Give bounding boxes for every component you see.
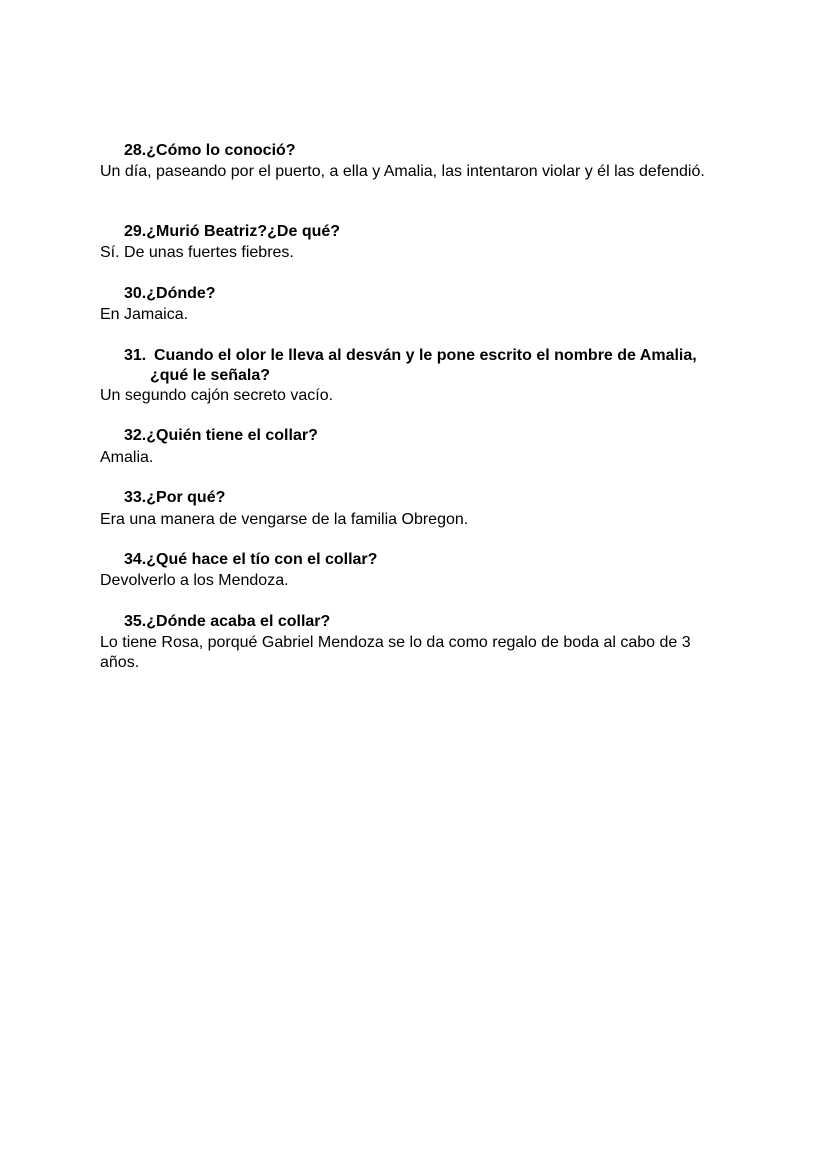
question-number: 33.	[124, 489, 147, 506]
question-text: ¿Quién tiene el collar?	[146, 427, 318, 444]
answer-35: Lo tiene Rosa, porqué Gabriel Mendoza se lo da como regalo de boda al cabo de 3 años.	[100, 634, 691, 671]
question-number: 28.	[124, 142, 147, 159]
question-text-line2: ¿qué le señala?	[150, 367, 271, 384]
question-text: ¿Dónde acaba el collar?	[146, 613, 331, 630]
question-number: 30.	[124, 285, 147, 302]
question-text: ¿Cómo lo conoció?	[146, 142, 296, 159]
question-number: 31.	[124, 347, 147, 364]
question-text: ¿Por qué?	[146, 489, 226, 506]
answer-34: Devolverlo a los Mendoza.	[100, 572, 289, 589]
answer-28: Un día, paseando por el puerto, a ella y Amalia, las intentaron violar y él las defendió.	[100, 163, 705, 180]
question-33	[124, 488, 744, 508]
question-30	[124, 284, 744, 304]
question-text: ¿Murió Beatriz?¿De qué?	[146, 223, 341, 240]
question-text: ¿Dónde?	[146, 285, 216, 302]
question-32	[124, 426, 744, 446]
question-text-line1: Cuando el olor le lleva al desván y le pone escrito el nombre de Amalia,	[154, 347, 697, 364]
question-31	[124, 346, 744, 386]
question-35	[124, 612, 744, 632]
answer-30: En Jamaica.	[100, 306, 189, 323]
answer-31: Un segundo cajón secreto vacío.	[100, 387, 334, 404]
question-number: 34.	[124, 551, 147, 568]
question-28	[124, 141, 744, 161]
question-29	[124, 222, 744, 242]
answer-33: Era una manera de vengarse de la familia Obregon.	[100, 511, 469, 528]
question-number: 29.	[124, 223, 147, 240]
answer-32: Amalia.	[100, 449, 154, 466]
question-text: ¿Qué hace el tío con el collar?	[146, 551, 378, 568]
question-34	[124, 550, 744, 570]
answer-29: Sí. De unas fuertes fiebres.	[100, 244, 294, 261]
question-number: 35.	[124, 613, 147, 630]
question-number: 32.	[124, 427, 147, 444]
